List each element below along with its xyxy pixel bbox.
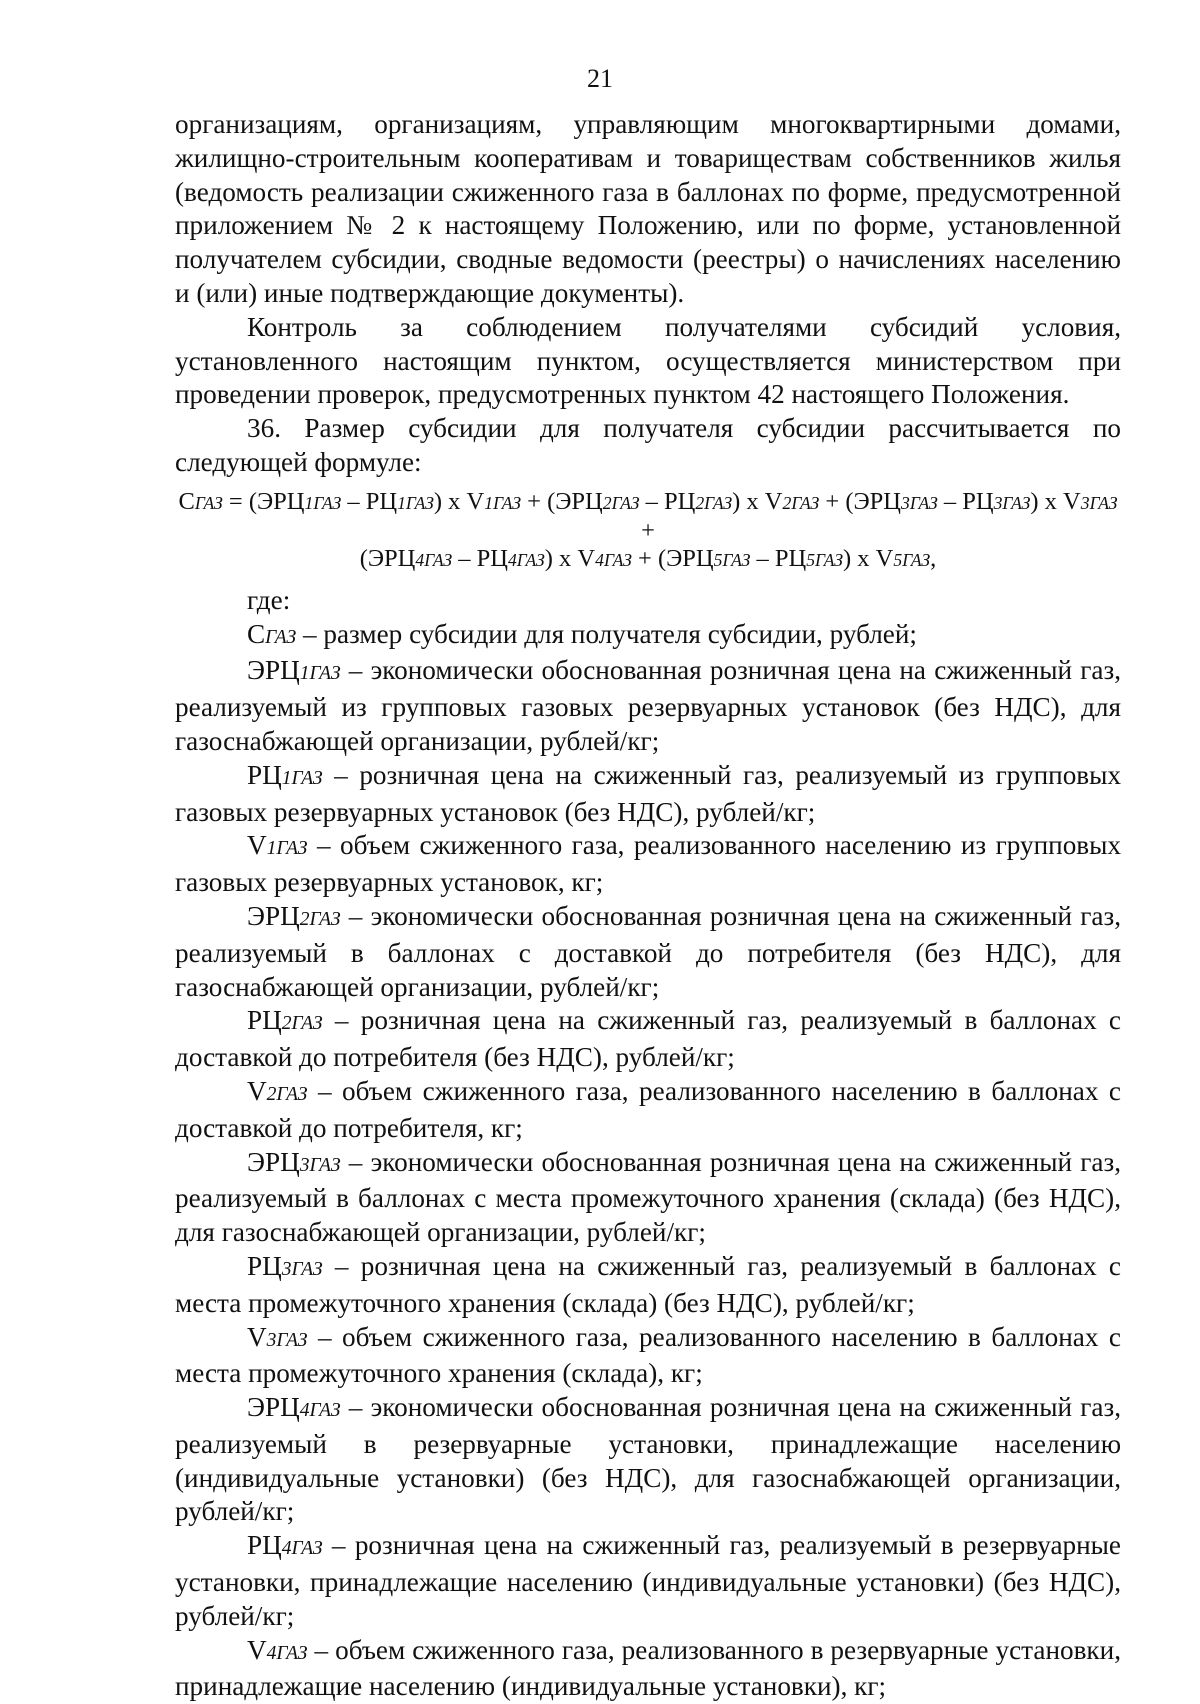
definition-text: – розничная цена на сжиженный газ, реализуемый в баллонах с места промежуточного хранения (склада) (без НДС), рублей/кг;	[175, 1250, 1121, 1318]
definition-subscript: 1ГАЗ	[266, 838, 308, 860]
paragraph-36: 36. Размер субсидии для получателя субсидии рассчитывается по следующей формуле:	[175, 413, 1121, 477]
definition-item	[175, 1146, 1121, 1250]
definition-item	[175, 1075, 1121, 1146]
definition-subscript: 3ГАЗ	[299, 1154, 341, 1176]
definition-symbol: V	[247, 830, 267, 861]
definition-text: – экономически обоснованная розничная цена на сжиженный газ, реализуемый в баллонах с места промежуточного хранения (склада) (без НДС), для газоснабжающей организации, рублей/кг;	[175, 1146, 1121, 1248]
definition-text: – объем сжиженного газа, реализованного населению в баллонах с места промежуточного хранения (склада), кг;	[175, 1321, 1121, 1389]
definition-subscript: 4ГАЗ	[266, 1642, 308, 1664]
definition-text: – экономически обоснованная розничная цена на сжиженный газ, реализуемый в баллонах с доставкой до потребителя (без НДС), для газоснабжающей организации, рублей/кг;	[175, 900, 1121, 1002]
definition-text: – розничная цена на сжиженный газ, реализуемый в баллонах с доставкой до потребителя (без НДС), рублей/кг;	[175, 1005, 1121, 1073]
definition-item	[175, 900, 1121, 1004]
definition-item	[175, 759, 1121, 830]
definition-symbol: ЭРЦ	[247, 655, 300, 686]
definition-symbol: РЦ	[247, 1005, 282, 1036]
definition-item	[175, 1004, 1121, 1075]
definition-text: – экономически обоснованная розничная цена на сжиженный газ, реализуемый из групповых газовых резервуарных установок (без НДС), для газоснабжающей организации, рублей/кг;	[175, 655, 1121, 756]
definition-symbol: V	[247, 1321, 267, 1352]
definition-symbol: ЭРЦ	[247, 1146, 300, 1177]
definition-symbol: ЭРЦ	[247, 1392, 300, 1423]
definition-item	[175, 1634, 1121, 1704]
definition-item	[175, 1250, 1121, 1321]
definition-item	[175, 1529, 1121, 1633]
definition-item	[175, 829, 1121, 900]
definition-text: – объем сжиженного газа, реализованного в резервуарные установки, принадлежащие населению (индивидуальные установки), кг;	[175, 1634, 1121, 1702]
definition-subscript: 1ГАЗ	[299, 663, 341, 685]
formula-line-2: (ЭРЦ4ГАЗ – РЦ4ГАЗ) х V4ГАЗ + (ЭРЦ5ГАЗ – РЦ5ГАЗ) х V5ГАЗ,	[359, 544, 937, 572]
definition-subscript: 2ГАЗ	[281, 1013, 323, 1035]
definitions-list	[175, 618, 1121, 1704]
definition-item	[175, 654, 1121, 758]
document-body	[175, 108, 1121, 1704]
subsidy-formula	[175, 488, 1121, 574]
definition-text: – экономически обоснованная розничная цена на сжиженный газ, реализуемый в резервуарные установки, принадлежащие населению (индивидуальные установки) (без НДС), для газоснабжающей организации, рублей/кг;	[175, 1392, 1121, 1527]
paragraph-intro: организациям, организациям, управляющим многоквартирными домами, жилищно-строительным кооперативам и товариществам собственников жилья (ведомость реализации сжиженного газа в баллонах по форме, предусмотренной приложением № 2 к настоящему Положению, или по форме, установленной получателем субсидии, сводные ведомости (реестры) о начислениях населению и (или) иные подтверждающие документы).	[175, 109, 1121, 308]
definition-subscript: 4ГАЗ	[299, 1400, 341, 1422]
definition-text: – объем сжиженного газа, реализованного населению из групповых газовых резервуарных установок, кг;	[175, 830, 1121, 898]
definition-text: – розничная цена на сжиженный газ, реализуемый в резервуарные установки, принадлежащие населению (индивидуальные установки) (без НДС), рублей/кг;	[175, 1530, 1121, 1631]
definition-symbol: V	[247, 1075, 267, 1106]
definition-text: – розничная цена на сжиженный газ, реализуемый из групповых газовых резервуарных установок (без НДС), рублей/кг;	[175, 759, 1121, 827]
definition-text: – объем сжиженного газа, реализованного населению в баллонах с доставкой до потребителя, кг;	[175, 1075, 1121, 1143]
definition-subscript: 2ГАЗ	[266, 1083, 308, 1105]
definition-subscript: 1ГАЗ	[281, 767, 323, 789]
definition-symbol: ЭРЦ	[247, 900, 300, 931]
definition-subscript: 4ГАЗ	[281, 1538, 323, 1560]
definition-symbol: V	[247, 1634, 267, 1665]
definition-subscript: 2ГАЗ	[299, 908, 341, 930]
definition-symbol: РЦ	[247, 1530, 282, 1561]
definition-subscript: 3ГАЗ	[281, 1258, 323, 1280]
page-number: 21	[587, 64, 613, 93]
definition-text: – размер субсидии для получателя субсидии, рублей;	[296, 618, 917, 649]
paragraph-control: Контроль за соблюдением получателями субсидий условия, установленного настоящим пунктом, осуществляется министерством при проведении проверок, предусмотренных пунктом 42 настоящего Положения.	[175, 311, 1121, 410]
definition-symbol: С	[247, 618, 266, 649]
definition-item	[175, 1321, 1121, 1392]
definition-item	[175, 618, 1121, 655]
where-label: где:	[247, 584, 291, 615]
definition-subscript: ГАЗ	[265, 626, 297, 648]
definition-subscript: 3ГАЗ	[266, 1329, 308, 1351]
formula-line-1: СГАЗ = (ЭРЦ1ГАЗ – РЦ1ГАЗ) х V1ГАЗ + (ЭРЦ2ГАЗ – РЦ2ГАЗ) х V2ГАЗ + (ЭРЦ3ГАЗ – РЦ3ГАЗ) х V3ГАЗ +	[178, 487, 1118, 544]
definition-symbol: РЦ	[247, 759, 282, 790]
definition-symbol: РЦ	[247, 1250, 282, 1281]
definition-item	[175, 1391, 1121, 1529]
